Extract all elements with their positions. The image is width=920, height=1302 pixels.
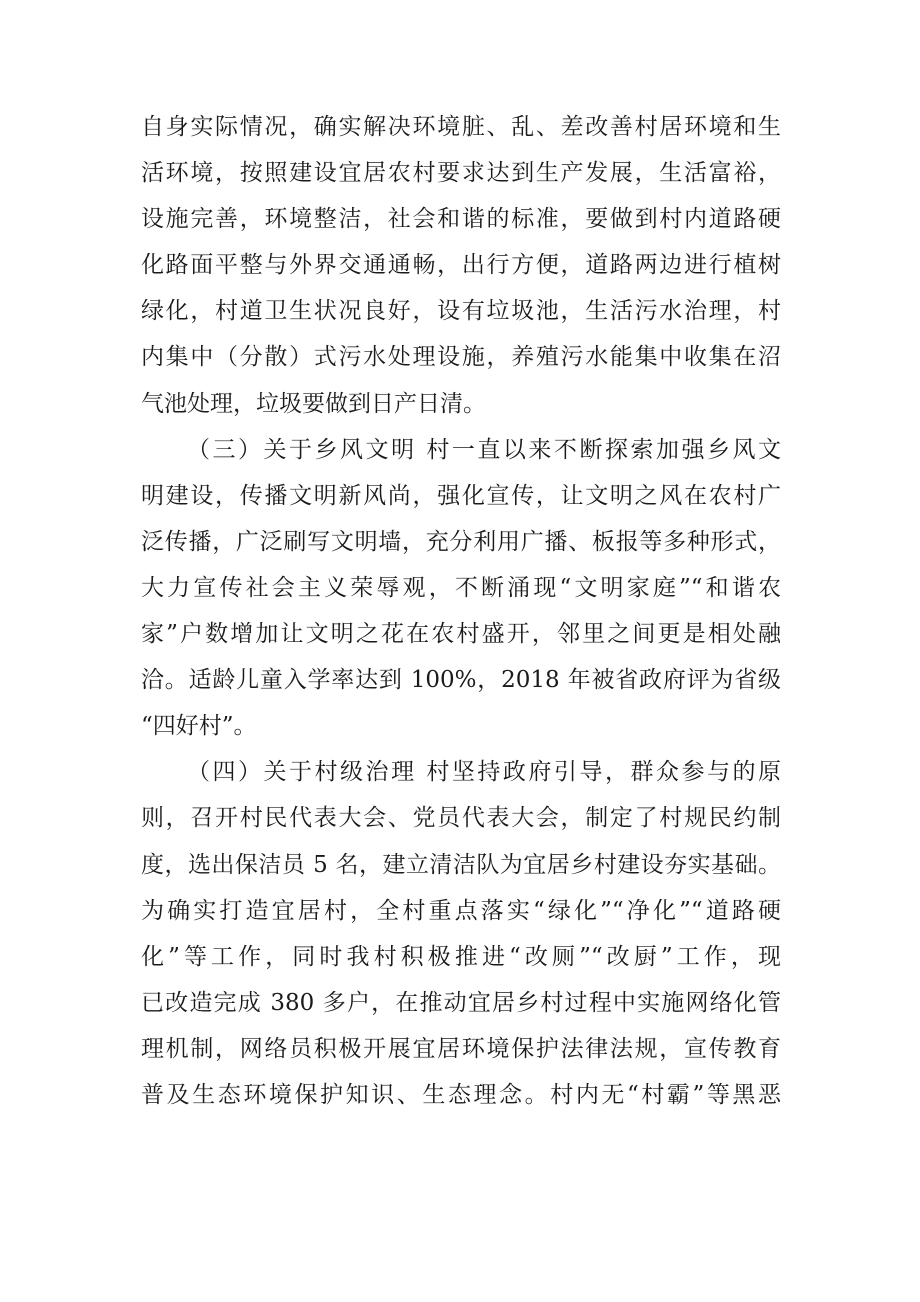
text-line: 化路面平整与外界交通通畅，出行方便，道路两边进行植树 bbox=[141, 252, 781, 279]
text-line: （四）关于村级治理 村坚持政府引导，群众参与的原 bbox=[187, 759, 781, 786]
text-line: 度，选出保洁员 5 名，建立清洁队为宜居乡村建设夯实基础。 bbox=[141, 851, 781, 878]
text-line: 为确实打造宜居村，全村重点落实“绿化”“净化”“道路硬 bbox=[141, 897, 781, 924]
text-line: 自身实际情况，确实解决环境脏、乱、差改善村居环境和生 bbox=[141, 114, 781, 140]
paragraph-environment bbox=[141, 104, 781, 427]
document-body bbox=[141, 104, 781, 1118]
paragraph-civilization bbox=[141, 427, 781, 750]
text-line: 家”户数增加让文明之花在农村盛开，邻里之间更是相处融 bbox=[141, 621, 781, 648]
text-line: 泛传播，广泛刷写文明墙，充分利用广播、板报等多种形式， bbox=[141, 528, 781, 555]
text-line: 气池处理，垃圾要做到日产日清。 bbox=[141, 390, 486, 417]
paragraph-governance bbox=[141, 749, 781, 1118]
text-line: 内集中（分散）式污水处理设施，养殖污水能集中收集在沼 bbox=[141, 344, 781, 371]
text-line: “四好村”。 bbox=[141, 713, 257, 740]
text-line: 设施完善，环境整洁，社会和谐的标准，要做到村内道路硬 bbox=[141, 206, 781, 233]
text-line: 化”等工作，同时我村积极推进“改厕”“改厨”工作，现 bbox=[141, 943, 781, 970]
text-line: 绿化，村道卫生状况良好，设有垃圾池，生活污水治理，村 bbox=[141, 298, 781, 325]
text-line: 普及生态环境保护知识、生态理念。村内无“村霸”等黑恶 bbox=[141, 1081, 781, 1108]
text-line: 则，召开村民代表大会、党员代表大会，制定了村规民约制 bbox=[141, 805, 781, 832]
text-line: 明建设，传播文明新风尚，强化宣传，让文明之风在农村广 bbox=[141, 482, 781, 509]
text-line: 已改造完成 380 多户，在推动宜居乡村过程中实施网络化管 bbox=[141, 989, 781, 1016]
text-line: 理机制，网络员积极开展宜居环境保护法律法规，宣传教育 bbox=[141, 1035, 781, 1062]
text-line: 大力宣传社会主义荣辱观，不断涌现“文明家庭”“和谐农 bbox=[141, 574, 781, 601]
text-line: （三）关于乡风文明 村一直以来不断探索加强乡风文 bbox=[187, 436, 781, 463]
text-line: 活环境，按照建设宜居农村要求达到生产发展，生活富裕， bbox=[141, 160, 781, 187]
text-line: 洽。适龄儿童入学率达到 100%，2018 年被省政府评为省级 bbox=[141, 667, 781, 694]
